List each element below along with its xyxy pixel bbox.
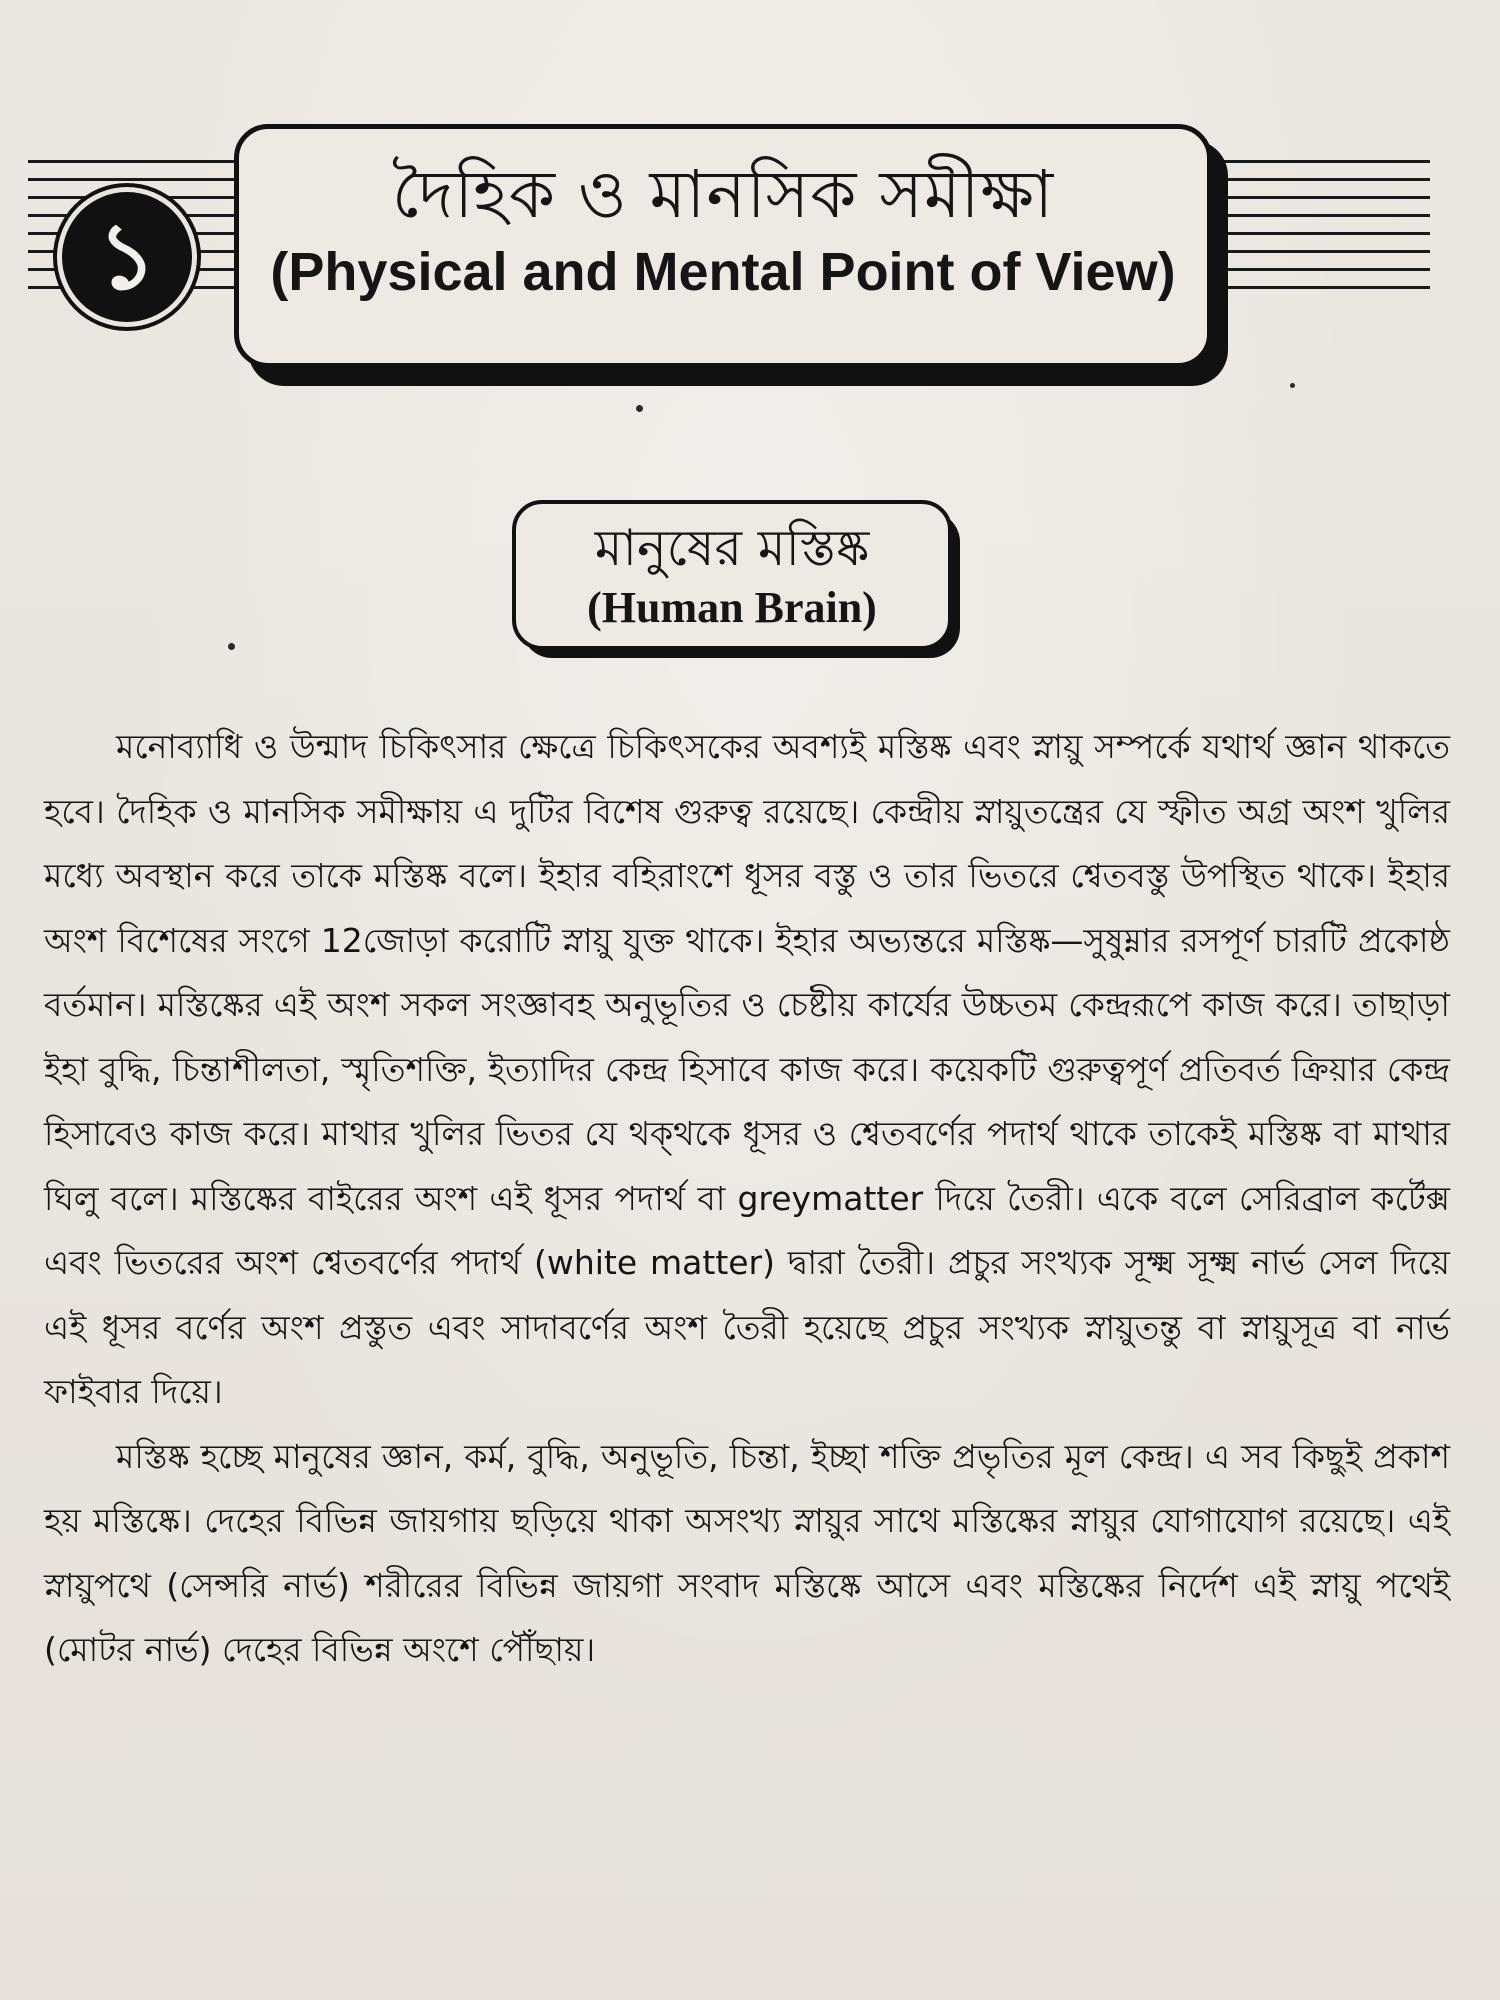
scan-speck [636,405,643,412]
section-title-english: (Human Brain) [587,583,877,632]
paragraph-2: মস্তিষ্ক হচ্ছে মানুষের জ্ঞান, কর্ম, বুদ্ধি, অনুভূতি, চিন্তা, ইচ্ছা শক্তি প্রভৃতির মূল কেন্দ্র। এ সব কিছুই প্রকাশ হয় মস্তিষ্কে। দেহের বিভিন্ন জায়গায় ছড়িয়ে থাকা অসংখ্য স্নায়ুর সাথে মস্তিষ্কের স্নায়ুর যোগাযোগ রয়েছে। এই স্নায়ুপথে (সেন্সরি নার্ভ) শরীরের বিভিন্ন জায়গা সংবাদ মস্তিষ্কে আসে এবং মস্তিষ্কের নির্দেশ এই স্নায়ু পথেই (মোটর নার্ভ) দেহের বিভিন্ন অংশে পৌঁছায়। [44,1436,1450,1669]
chapter-title-box [234,124,1212,368]
chapter-title-english: (Physical and Mental Point of View) [270,242,1176,303]
scan-speck [1290,383,1295,388]
chapter-number-badge: ১ [62,192,192,322]
chapter-title-bengali: দৈহিক ও মানসিক সমীক্ষা [391,156,1055,233]
body-text [44,715,1450,1683]
section-title-bengali: মানুষের মস্তিষ্ক [594,519,870,577]
section-title-box [512,500,952,650]
paragraph-1: মনোব্যাধি ও উন্মাদ চিকিৎসার ক্ষেত্রে চিকিৎসকের অবশ্যই মস্তিষ্ক এবং স্নায়ু সম্পর্কে যথার্থ জ্ঞান থাকতে হবে। দৈহিক ও মানসিক সমীক্ষায় এ দুটির বিশেষ গুরুত্ব রয়েছে। কেন্দ্রীয় স্নায়ুতন্ত্রের যে স্ফীত অগ্র অংশ খুলির মধ্যে অবস্থান করে তাকে মস্তিষ্ক বলে। ইহার বহিরাংশে ধূসর বস্তু ও তার ভিতরে শ্বেতবস্তু উপস্থিত থাকে। ইহার অংশ বিশেষের সংগে 12জোড়া করোটি স্নায়ু যুক্ত থাকে। ইহার অভ্যন্তরে মস্তিষ্ক—সুষুম্নার রসপূর্ণ চারটি প্রকোষ্ঠ বর্তমান। মস্তিষ্কের এই অংশ সকল সংজ্ঞাবহ অনুভূতির ও চেষ্টীয় কার্যের উচ্চতম কেন্দ্ররূপে কাজ করে। তাছাড়া ইহা বুদ্ধি, চিন্তাশীলতা, স্মৃতিশক্তি, ইত্যাদির কেন্দ্র হিসাবে কাজ করে। কয়েকটি গুরুত্বপূর্ণ প্রতিবর্ত ক্রিয়ার কেন্দ্র হিসাবেও কাজ করে। মাথার খুলির ভিতর যে থক্থকে ধূসর ও শ্বেতবর্ণের পদার্থ থাকে তাকেই মস্তিষ্ক বা মাথার ঘিলু বলে। মস্তিষ্কের বাইরের অংশ এই ধূসর পদার্থ বা greymatter দিয়ে তৈরী। একে বলে সেরিব্রাল কর্টেক্স এবং ভিতরের অংশ শ্বেতবর্ণের পদার্থ (white matter) দ্বারা তৈরী। প্রচুর সংখ্যক সূক্ষ্ম সূক্ষ্ম নার্ভ সেল দিয়ে এই ধূসর বর্ণের অংশ প্রস্তুত এবং সাদাবর্ণের অংশ তৈরী হয়েছে প্রচুর সংখ্যক স্নায়ুতন্তু বা স্নায়ুসূত্র বা নার্ভ ফাইবার দিয়ে। [44,727,1450,1411]
scan-speck [228,643,235,650]
